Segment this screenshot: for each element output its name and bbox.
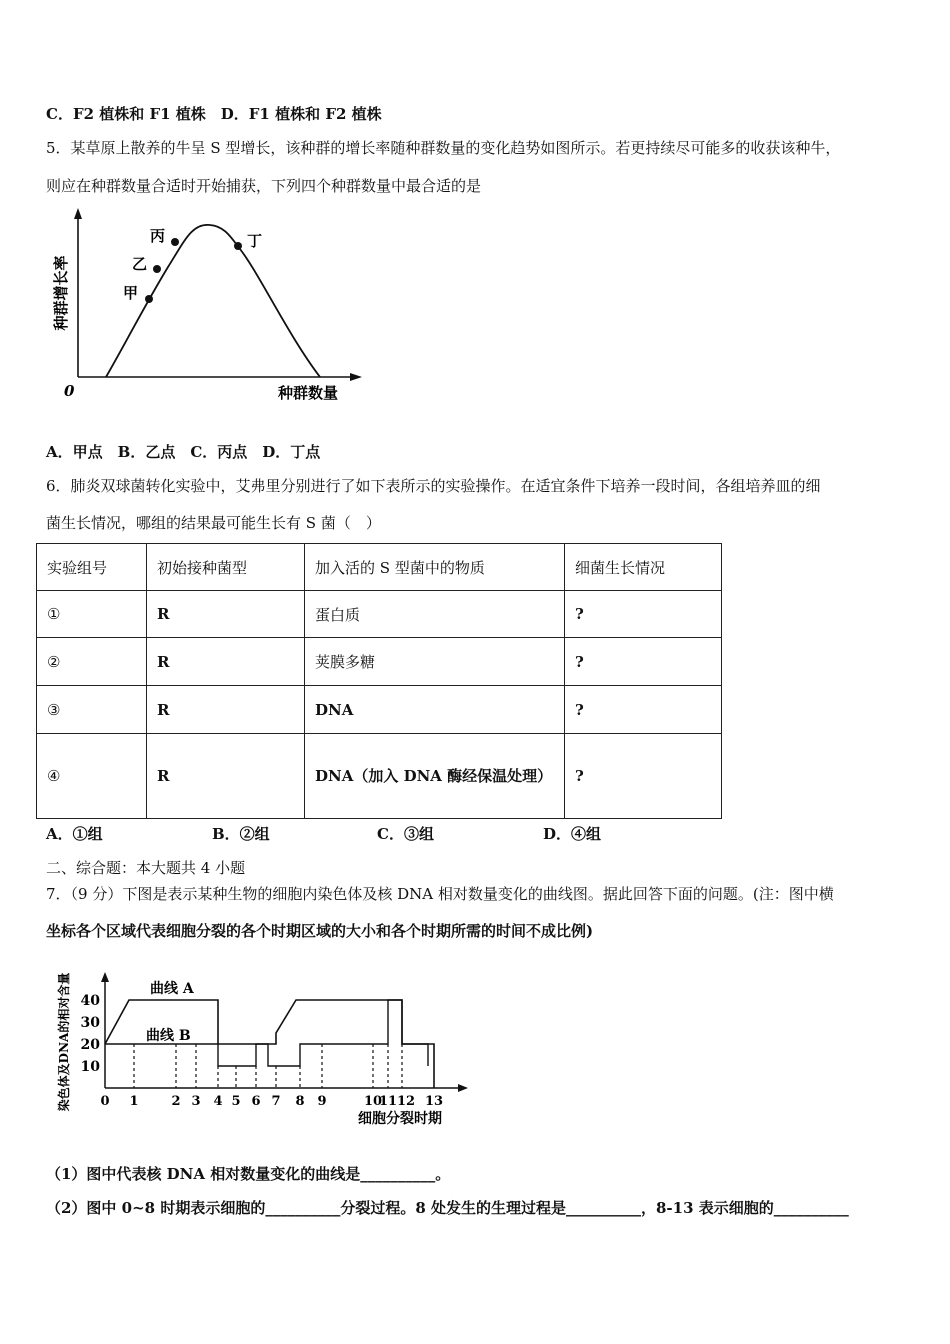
header-cell: 初始接种菌型 — [147, 544, 305, 591]
x-tick: 5 — [231, 1094, 241, 1109]
point-yi — [153, 265, 161, 273]
table-row — [37, 686, 722, 734]
q7-stem-line2: 坐标各个区域代表细胞分裂的各个时期区域的大小和各个时期所需的时间不成比例) — [46, 922, 594, 940]
table-cell: ③ — [37, 686, 147, 734]
x-axis-label: 细胞分裂时期 — [358, 1111, 442, 1127]
table-cell: ? — [565, 686, 722, 734]
q5-stem-line1: 5．某草原上散养的牛呈 S 型增长，该种群的增长率随种群数量的变化趋势如图所示。若更持续尽可能多的收获该种牛， — [46, 139, 841, 157]
x-tick: 7 — [271, 1094, 281, 1109]
experiment-table — [36, 543, 722, 819]
table-row — [37, 638, 722, 686]
x-tick: 1 — [129, 1094, 139, 1109]
q6-stem-line2: 菌生长情况，哪组的结果最可能生长有 S 菌（ ） — [46, 514, 381, 532]
q7-sub1: （1）图中代表核 DNA 相对数量变化的曲线是__________。 — [46, 1165, 451, 1183]
x-tick: 9 — [317, 1094, 327, 1109]
curve-a-label: 曲线 A — [150, 981, 194, 997]
table-cell: R — [147, 591, 305, 638]
label-jia: 甲 — [123, 284, 139, 302]
point-bing — [171, 238, 179, 246]
q6-option-c: C．③组 — [377, 825, 434, 843]
q6-option-d: D．④组 — [543, 825, 602, 843]
x-tick: 8 — [295, 1094, 305, 1109]
x-tick: 6 — [251, 1094, 261, 1109]
y-axis-label: 种群增长率 — [52, 255, 70, 331]
header-cell: 加入活的 S 型菌中的物质 — [305, 544, 565, 591]
q5-options: A．甲点 B．乙点 C．丙点 D．丁点 — [46, 443, 321, 461]
x-tick: 11 — [378, 1094, 398, 1109]
x-tick: 2 — [171, 1094, 181, 1109]
point-ding — [234, 242, 242, 250]
x-tick: 13 — [424, 1094, 444, 1109]
table-cell: DNA（加入 DNA 酶经保温处理） — [305, 734, 565, 819]
table-cell: ② — [37, 638, 147, 686]
x-axis-label: 种群数量 — [278, 384, 339, 402]
y-tick: 40 — [80, 993, 100, 1009]
y-tick: 20 — [80, 1037, 100, 1053]
label-bing: 丙 — [150, 227, 166, 245]
x-tick: 10 — [363, 1094, 383, 1109]
table-cell: ① — [37, 591, 147, 638]
table-cell: R — [147, 638, 305, 686]
section-heading: 二、综合题：本大题共 4 小题 — [46, 859, 246, 877]
table-cell: ? — [565, 638, 722, 686]
q7-sub2: （2）图中 0~8 时期表示细胞的__________分裂过程。8 处发生的生理过程是__________，8-13 表示细胞的__________ — [46, 1199, 849, 1217]
x-tick: 12 — [396, 1094, 416, 1109]
q4-options: C．F2 植株和 F1 植株 D．F1 植株和 F2 植株 — [46, 105, 382, 123]
table-cell: 荚膜多糖 — [305, 638, 565, 686]
origin-label: 0 — [64, 382, 75, 400]
q5-stem-line2: 则应在种群数量合适时开始捕获，下列四个种群数量中最合适的是 — [46, 177, 482, 195]
table-cell: R — [147, 734, 305, 819]
q6-stem-line1: 6．肺炎双球菌转化实验中，艾弗里分别进行了如下表所示的实验操作。在适宜条件下培养一段时间，各组培养皿的细 — [46, 477, 821, 495]
q7-stem-line1: 7．（9 分）下图是表示某种生物的细胞内染色体及核 DNA 相对数量变化的曲线图。据此回答下面的问题。(注：图中横 — [46, 885, 834, 903]
header-cell: 实验组号 — [37, 544, 147, 591]
q6-option-b: B．②组 — [212, 825, 270, 843]
x-tick: 4 — [213, 1094, 223, 1109]
table-cell: ? — [565, 591, 722, 638]
point-jia — [145, 295, 153, 303]
x-tick: 0 — [100, 1094, 110, 1109]
table-row — [37, 734, 722, 819]
table-header-row — [37, 544, 722, 591]
label-yi: 乙 — [132, 255, 148, 273]
y-tick: 30 — [80, 1015, 100, 1031]
table-cell: ? — [565, 734, 722, 819]
table-row — [37, 591, 722, 638]
header-cell: 细菌生长情况 — [565, 544, 722, 591]
q7-chromosome-dna-figure — [50, 960, 480, 1135]
curve-b-label: 曲线 B — [146, 1028, 191, 1044]
y-axis-label: 染色体及DNA的相对含量 — [57, 972, 71, 1112]
table-cell: ④ — [37, 734, 147, 819]
table-cell: DNA — [305, 686, 565, 734]
label-ding: 丁 — [247, 232, 263, 250]
q6-option-a: A．①组 — [46, 825, 103, 843]
table-cell: 蛋白质 — [305, 591, 565, 638]
y-tick: 10 — [80, 1059, 100, 1075]
q5-growth-rate-figure — [50, 205, 370, 405]
x-tick: 3 — [191, 1094, 201, 1109]
table-cell: R — [147, 686, 305, 734]
